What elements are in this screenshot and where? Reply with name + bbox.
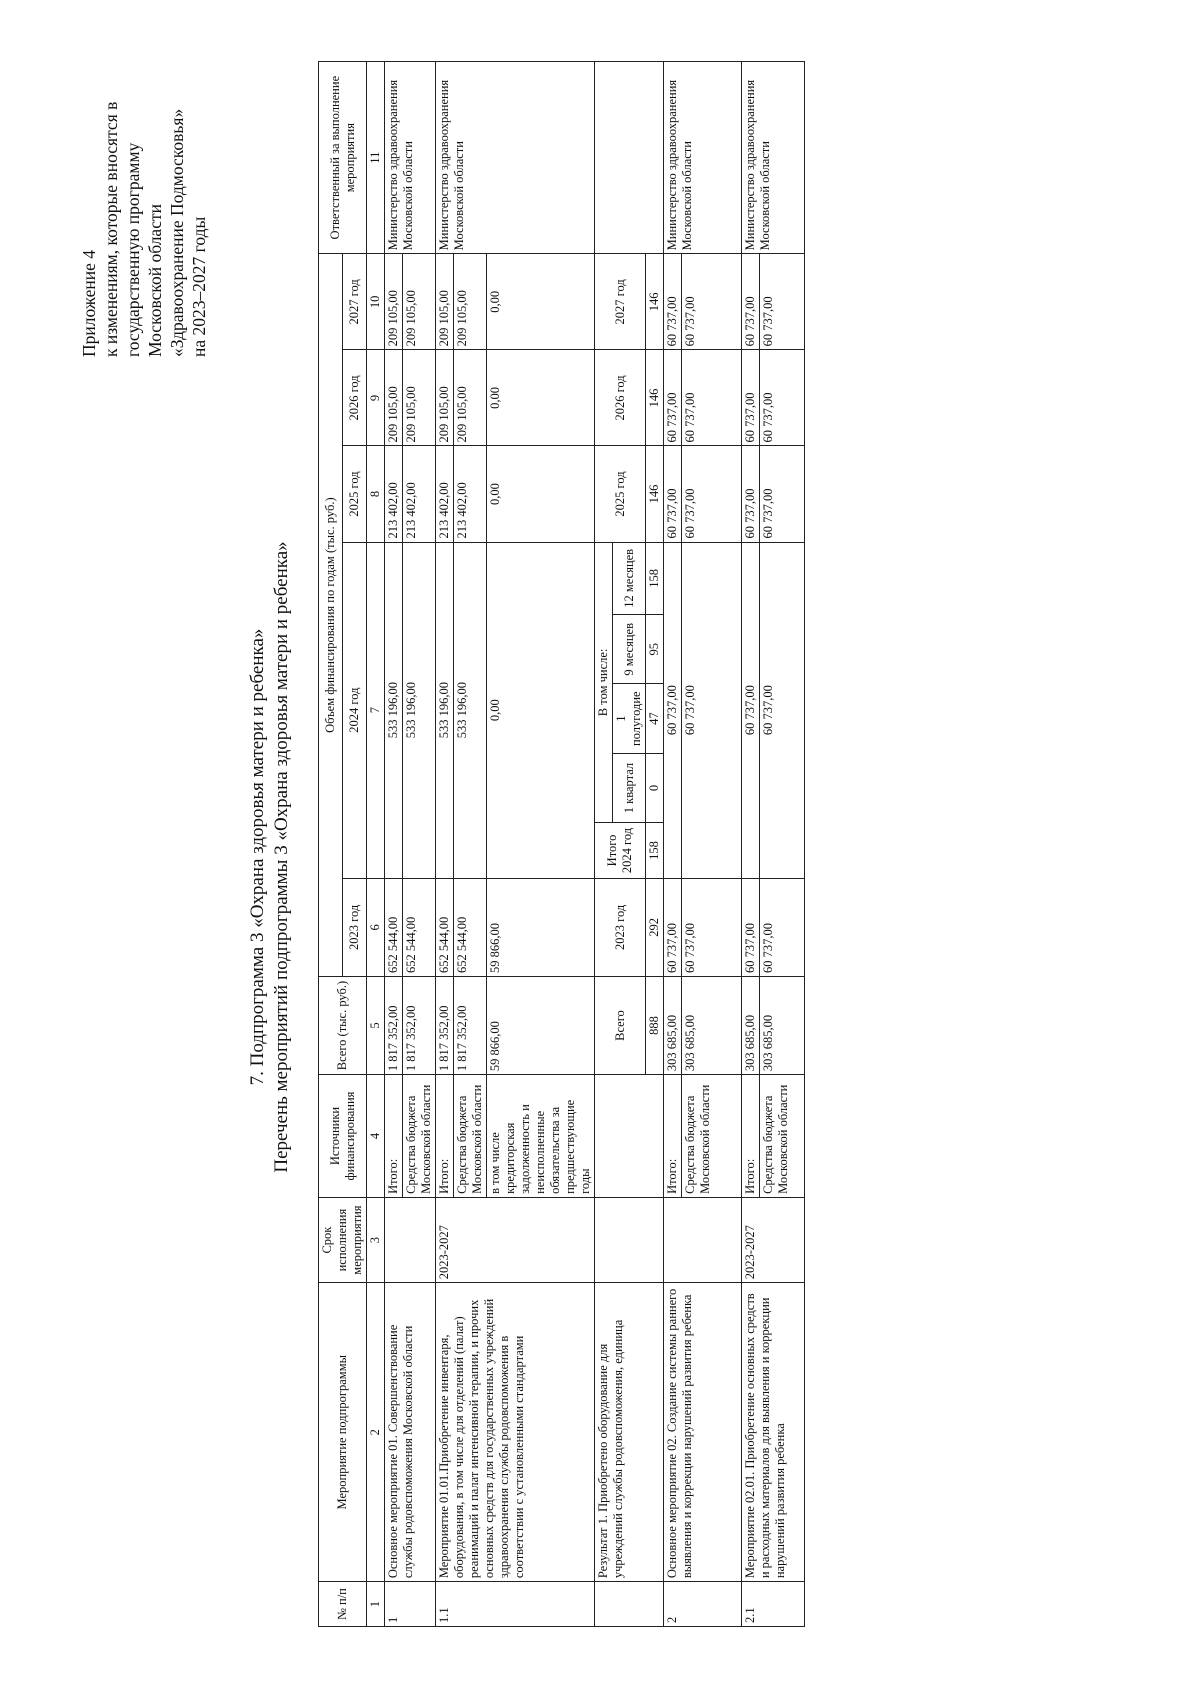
result-h-2027: 2027 год [595, 254, 646, 350]
row-2025: 60 737,00 [760, 446, 805, 542]
header-2023: 2023 год [343, 878, 367, 976]
row-total: 1 817 352,00 [454, 976, 487, 1074]
header-2024: 2024 год [343, 542, 367, 878]
row-2024: 533 196,00 [403, 542, 436, 878]
header-term: Срок исполнения мероприятия [319, 1197, 367, 1282]
column-number-row [367, 62, 385, 1627]
row-total: 1 817 352,00 [403, 976, 436, 1074]
colnum: 6 [367, 878, 385, 976]
header-event: Мероприятие подпрограммы [319, 1283, 367, 1582]
row-term [385, 1197, 436, 1282]
table-row [436, 62, 454, 1627]
result-v-2023: 292 [646, 878, 664, 976]
result-v-total: 888 [646, 976, 664, 1074]
row-event: Мероприятие 01.01.Приобретение инвентаря, оборудования, в том числе для отделений (палат) реанимаций и палат интенсивной терапии, и прочих основных средств для государственных учреждений здравоохранения службы родовспоможения в соответствии с установленными стандартами [436, 1283, 595, 1582]
row-2025: 60 737,00 [742, 446, 760, 542]
row-2023: 652 544,00 [436, 878, 454, 976]
row-source: Средства бюджета Московской области [682, 1075, 742, 1198]
row-2024: 60 737,00 [682, 542, 742, 878]
events-list-title: Перечень мероприятий подпрограммы 3 «Охрана здоровья матери и ребенка» [271, 541, 292, 1173]
row-total: 303 685,00 [742, 976, 760, 1074]
row-2025: 213 402,00 [385, 446, 403, 542]
header-2026: 2026 год [343, 350, 367, 446]
row-2025: 213 402,00 [403, 446, 436, 542]
colnum: 7 [367, 542, 385, 878]
row-event: Мероприятие 02.01. Приобретение основных средств и расходных материалов для выявления и коррекции нарушений развития ребенка [742, 1283, 805, 1582]
colnum: 3 [367, 1197, 385, 1282]
row-2027: 60 737,00 [760, 254, 805, 350]
row-2023: 60 737,00 [682, 878, 742, 976]
row-2024: 0,00 [487, 542, 595, 878]
header-num: № п/п [319, 1582, 367, 1627]
row-source: Средства бюджета Московской области [403, 1075, 436, 1198]
row-2024: 533 196,00 [436, 542, 454, 878]
row-source: Средства бюджета Московской области [454, 1075, 487, 1198]
row-2025: 213 402,00 [454, 446, 487, 542]
appendix-line: Приложение 4 [79, 249, 99, 357]
row-num: 1.1 [436, 1582, 595, 1627]
colnum: 4 [367, 1075, 385, 1198]
colnum: 8 [367, 446, 385, 542]
row-2026: 209 105,00 [454, 350, 487, 446]
result-v-itogo: 158 [646, 823, 664, 879]
result-h-incl: В том числе: [595, 542, 613, 823]
colnum: 2 [367, 1283, 385, 1582]
colnum: 5 [367, 976, 385, 1074]
row-2024: 60 737,00 [664, 542, 682, 878]
result-h-q1: 1 квартал [613, 753, 646, 822]
row-2023: 652 544,00 [385, 878, 403, 976]
row-2025: 0,00 [487, 446, 595, 542]
row-term [664, 1197, 742, 1282]
table-row [742, 62, 760, 1627]
row-source: в том числе кредиторская задолженность и неисполненные обязательства за предшествующие годы [487, 1075, 595, 1198]
table-row [385, 62, 403, 1627]
header-responsible: Ответственный за выполнение мероприятия [319, 62, 367, 254]
row-responsible: Министерство здравоохранения Московской области [742, 62, 805, 254]
row-source: Итого: [436, 1075, 454, 1198]
row-2027: 209 105,00 [454, 254, 487, 350]
row-2023: 652 544,00 [454, 878, 487, 976]
result-h-m9: 9 месяцев [613, 615, 646, 684]
row-source: Средства бюджета Московской области [760, 1075, 805, 1198]
row-num: 2.1 [742, 1582, 805, 1627]
row-2023: 59 866,00 [487, 878, 595, 976]
row-2025: 60 737,00 [682, 446, 742, 542]
header-2027: 2027 год [343, 254, 367, 350]
row-2026: 0,00 [487, 350, 595, 446]
row-responsible: Министерство здравоохранения Московской области [436, 62, 595, 254]
header-total: Всего (тыс. руб.) [319, 976, 367, 1074]
result-event: Результат 1. Приобретено оборудование для учреждений службы родовспоможения, единица [595, 1283, 664, 1582]
row-total: 303 685,00 [682, 976, 742, 1074]
colnum: 11 [367, 62, 385, 254]
row-2023: 60 737,00 [760, 878, 805, 976]
row-2024: 60 737,00 [760, 542, 805, 878]
header-source: Источники финансирования [319, 1075, 367, 1198]
row-2026: 60 737,00 [664, 350, 682, 446]
row-event: Основное мероприятие 01. Совершенствование службы родовспоможения Московской области [385, 1283, 436, 1582]
row-2024: 60 737,00 [742, 542, 760, 878]
row-term: 2023-2027 [436, 1197, 595, 1282]
result-h-total: Всего [595, 976, 646, 1074]
row-source: Итого: [664, 1075, 682, 1198]
result-v-m12: 158 [646, 542, 664, 615]
appendix-line: государственную программу [123, 142, 143, 357]
result-h-2026: 2026 год [595, 350, 646, 446]
row-2026: 209 105,00 [403, 350, 436, 446]
appendix-line: к изменениям, которые вносятся в [101, 101, 121, 357]
row-2023: 60 737,00 [742, 878, 760, 976]
appendix-note [78, 27, 210, 357]
row-2026: 209 105,00 [385, 350, 403, 446]
appendix-line: на 2023–2027 годы [189, 216, 209, 357]
row-source [595, 1075, 664, 1198]
result-h-m12: 12 месяцев [613, 542, 646, 615]
row-num [595, 1582, 664, 1627]
row-2023: 652 544,00 [403, 878, 436, 976]
row-2027: 0,00 [487, 254, 595, 350]
result-h-h1: 1 полугодие [613, 684, 646, 753]
row-total: 1 817 352,00 [385, 976, 403, 1074]
appendix-line: «Здравоохранение Подмосковья» [167, 108, 187, 357]
result-v-m9: 95 [646, 615, 664, 684]
header-volume: Объем финансирования по годам (тыс. руб.) [319, 254, 343, 977]
row-event: Основное мероприятие 02. Создание системы раннего выявления и коррекции нарушений развития ребенка [664, 1283, 742, 1582]
row-2023: 60 737,00 [664, 878, 682, 976]
row-2027: 209 105,00 [403, 254, 436, 350]
row-2025: 60 737,00 [664, 446, 682, 542]
result-v-q1: 0 [646, 753, 664, 822]
appendix-line: Московской области [145, 204, 165, 357]
result-v-2027: 146 [646, 254, 664, 350]
row-total: 303 685,00 [760, 976, 805, 1074]
row-2025: 213 402,00 [436, 446, 454, 542]
row-2024: 533 196,00 [454, 542, 487, 878]
row-2026: 60 737,00 [682, 350, 742, 446]
result-h-2023: 2023 год [595, 878, 646, 976]
result-header-row [595, 62, 613, 1627]
row-2027: 209 105,00 [436, 254, 454, 350]
row-num: 2 [664, 1582, 742, 1627]
row-num: 1 [385, 1582, 436, 1627]
result-v-2026: 146 [646, 350, 664, 446]
result-v-2025: 146 [646, 446, 664, 542]
row-total: 303 685,00 [664, 976, 682, 1074]
row-total: 59 866,00 [487, 976, 595, 1074]
row-total: 1 817 352,00 [436, 976, 454, 1074]
result-h-itogo: Итого 2024 год [595, 823, 646, 879]
colnum: 1 [367, 1582, 385, 1627]
row-2027: 60 737,00 [664, 254, 682, 350]
row-2024: 533 196,00 [385, 542, 403, 878]
row-2026: 60 737,00 [760, 350, 805, 446]
row-responsible: Министерство здравоохранения Московской области [385, 62, 436, 254]
colnum: 9 [367, 350, 385, 446]
table-row [664, 62, 682, 1627]
row-2027: 209 105,00 [385, 254, 403, 350]
row-source: Итого: [742, 1075, 760, 1198]
colnum: 10 [367, 254, 385, 350]
subprogram-title: 7. Подпрограмма 3 «Охрана здоровья матери и ребенка» [247, 628, 268, 1086]
row-responsible: Министерство здравоохранения Московской области [664, 62, 742, 254]
row-source: Итого: [385, 1075, 403, 1198]
row-2027: 60 737,00 [682, 254, 742, 350]
row-term: 2023-2027 [742, 1197, 805, 1282]
row-term [595, 1197, 664, 1282]
result-v-h1: 47 [646, 684, 664, 753]
table-header-row [319, 62, 343, 1627]
result-h-2025: 2025 год [595, 446, 646, 542]
events-table [318, 61, 805, 1627]
row-2026: 209 105,00 [436, 350, 454, 446]
row-2026: 60 737,00 [742, 350, 760, 446]
row-responsible [595, 62, 664, 254]
header-2025: 2025 год [343, 446, 367, 542]
row-2027: 60 737,00 [742, 254, 760, 350]
document-titles [246, 77, 294, 1637]
